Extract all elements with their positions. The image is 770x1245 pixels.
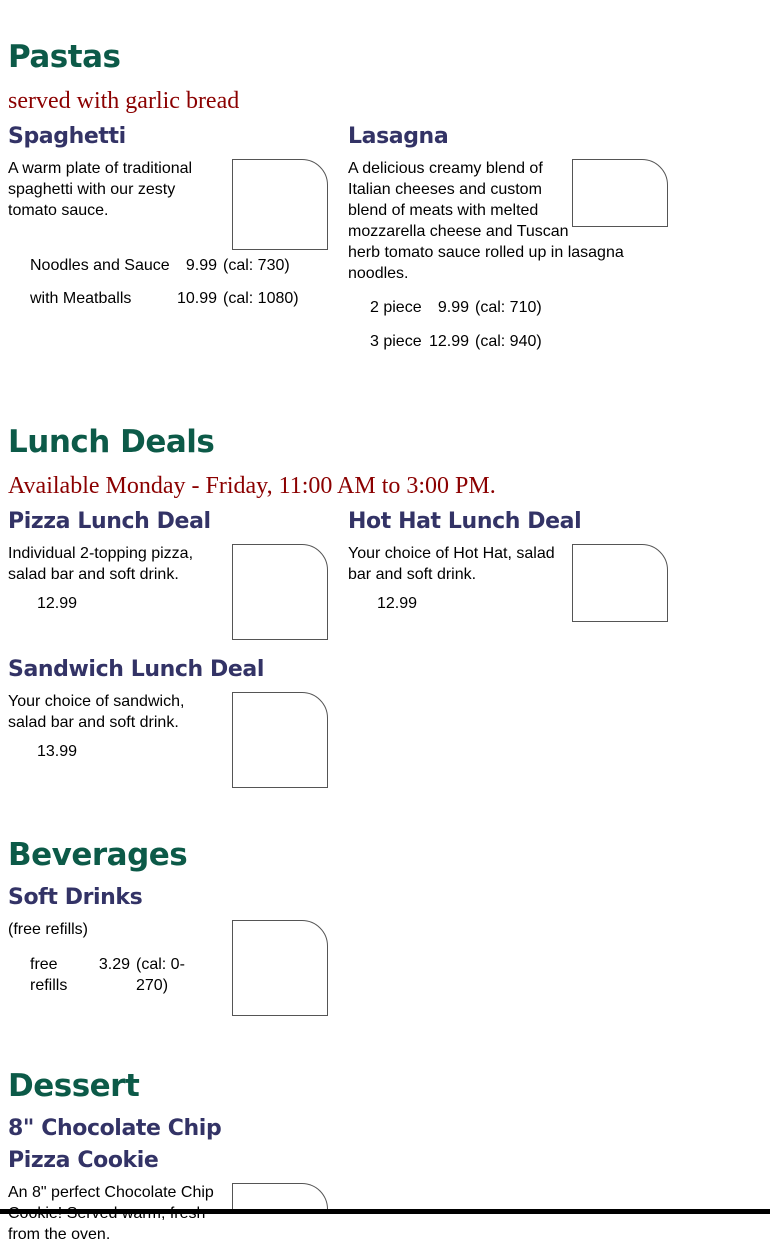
- option-price: 3.29: [98, 956, 130, 973]
- item-price: 12.99: [37, 595, 78, 612]
- option-calories: (cal: 1080): [223, 290, 299, 307]
- item-description-soft-drinks: (free refills): [8, 921, 89, 938]
- option-price: 10.99: [176, 290, 217, 307]
- section-title-lunch-deals: Lunch Deals: [8, 424, 215, 460]
- section-title-dessert: Dessert: [8, 1068, 140, 1104]
- item-title-chocolate-chip-pizza-cookie[interactable]: 8" Chocolate Chip Pizza Cookie: [8, 1116, 222, 1173]
- option-label: 3 piece: [370, 333, 422, 350]
- item-title-lasagna[interactable]: Lasagna: [348, 124, 449, 149]
- option-calories: (cal: 0-270): [136, 956, 185, 994]
- option-price: 9.99: [437, 299, 469, 316]
- item-description-spaghetti: A warm plate of traditional spaghetti with our zesty tomato sauce.: [8, 160, 193, 219]
- option-label: 2 piece: [370, 299, 422, 316]
- section-subtitle-pastas: served with garlic bread: [8, 88, 240, 114]
- item-title-soft-drinks[interactable]: Soft Drinks: [8, 885, 143, 910]
- item-description-hot-hat-lunch-deal: Your choice of Hot Hat, salad bar and soft drink.: [348, 545, 555, 583]
- item-image-lasagna[interactable]: [572, 159, 668, 227]
- item-image-sandwich-lunch-deal[interactable]: [232, 692, 328, 788]
- item-image-pizza-lunch-deal[interactable]: [232, 544, 328, 640]
- bottom-bar: [0, 1209, 770, 1214]
- option-price: 12.99: [428, 333, 469, 350]
- item-title-pizza-lunch-deal[interactable]: Pizza Lunch Deal: [8, 509, 211, 534]
- item-image-hot-hat-lunch-deal[interactable]: [572, 544, 668, 622]
- item-title-hot-hat-lunch-deal[interactable]: Hot Hat Lunch Deal: [348, 509, 582, 534]
- option-price: 9.99: [185, 257, 217, 274]
- option-calories: (cal: 730): [223, 257, 290, 274]
- item-title-spaghetti[interactable]: Spaghetti: [8, 124, 126, 149]
- section-subtitle-lunch-deals: Available Monday - Friday, 11:00 AM to 3:00 PM.: [8, 473, 496, 499]
- item-description-chocolate-chip-pizza-cookie: An 8" perfect Chocolate Chip from the oven.: [8, 1184, 214, 1243]
- option-label: free refills: [30, 956, 68, 994]
- section-title-beverages: Beverages: [8, 837, 188, 873]
- option-calories: (cal: 710): [475, 299, 542, 316]
- item-price: 13.99: [37, 743, 78, 760]
- item-description-lasagna-text: A delicious creamy blend of Italian cheeses and custom blend of meats with melted mozzarella cheese and Tuscan herb tomato sauce rolled up in lasagna noodles.: [348, 160, 624, 282]
- item-description-sandwich-lunch-deal: Your choice of sandwich, salad bar and soft drink.: [8, 693, 185, 731]
- item-price: 12.99: [377, 595, 418, 612]
- option-calories: (cal: 940): [475, 333, 542, 350]
- option-label: Noodles and Sauce: [30, 257, 170, 274]
- item-title-sandwich-lunch-deal[interactable]: Sandwich Lunch Deal: [8, 657, 265, 682]
- item-image-soft-drinks[interactable]: [232, 920, 328, 1016]
- section-title-pastas: Pastas: [8, 39, 121, 75]
- item-image-chocolate-chip-pizza-cookie[interactable]: [232, 1183, 328, 1209]
- item-image-spaghetti[interactable]: [232, 159, 328, 250]
- option-label: with Meatballs: [30, 290, 132, 307]
- item-description-pizza-lunch-deal: Individual 2-topping pizza, salad bar and soft drink.: [8, 545, 194, 583]
